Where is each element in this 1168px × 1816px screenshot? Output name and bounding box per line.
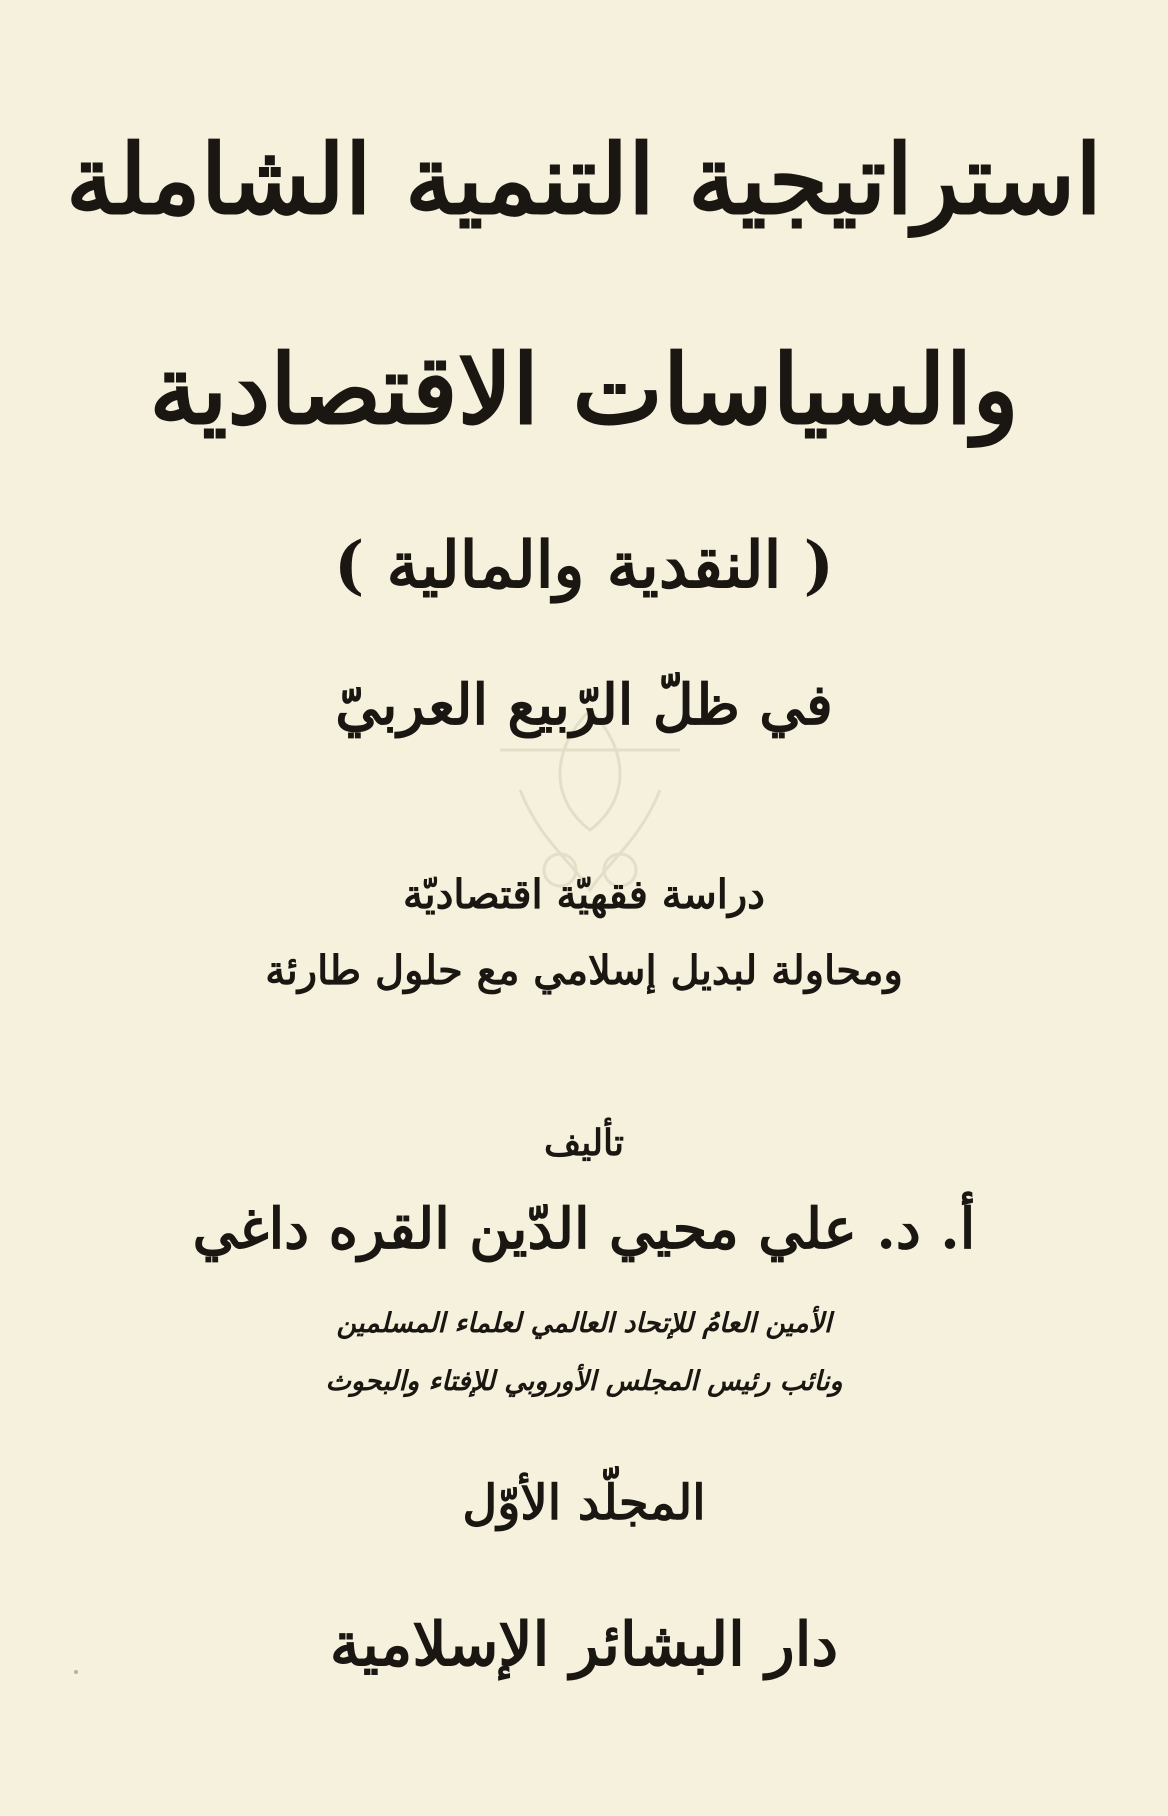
description-line-1: دراسة فقهيّة اقتصاديّة (403, 871, 765, 918)
book-context-line: في ظلّ الرّبيع العربيّ (335, 672, 833, 738)
book-subtitle: ( النقدية والمالية ) (334, 528, 834, 603)
volume-label: المجلّد الأوّل (462, 1475, 706, 1531)
book-title-line-1: استراتيجية التنمية الشاملة (66, 123, 1102, 236)
description-line-2: ومحاولة لبديل إسلامي مع حلول طارئة (265, 947, 903, 994)
byline-label: تأليف (543, 1122, 625, 1164)
publisher-name: دار البشائر الإسلامية (329, 1610, 839, 1680)
author-role-1: الأمين العامُ للإتحاد العالمي لعلماء المسلمين (336, 1308, 832, 1339)
author-role-2: ونائب رئيس المجلس الأوروبي للإفتاء والبحوث (325, 1366, 843, 1397)
paper-speck (74, 1670, 78, 1674)
book-title-line-2: والسياسات الاقتصادية (149, 333, 1019, 446)
author-name: أ. د. علي محيي الدّين القره داغي (192, 1196, 976, 1262)
